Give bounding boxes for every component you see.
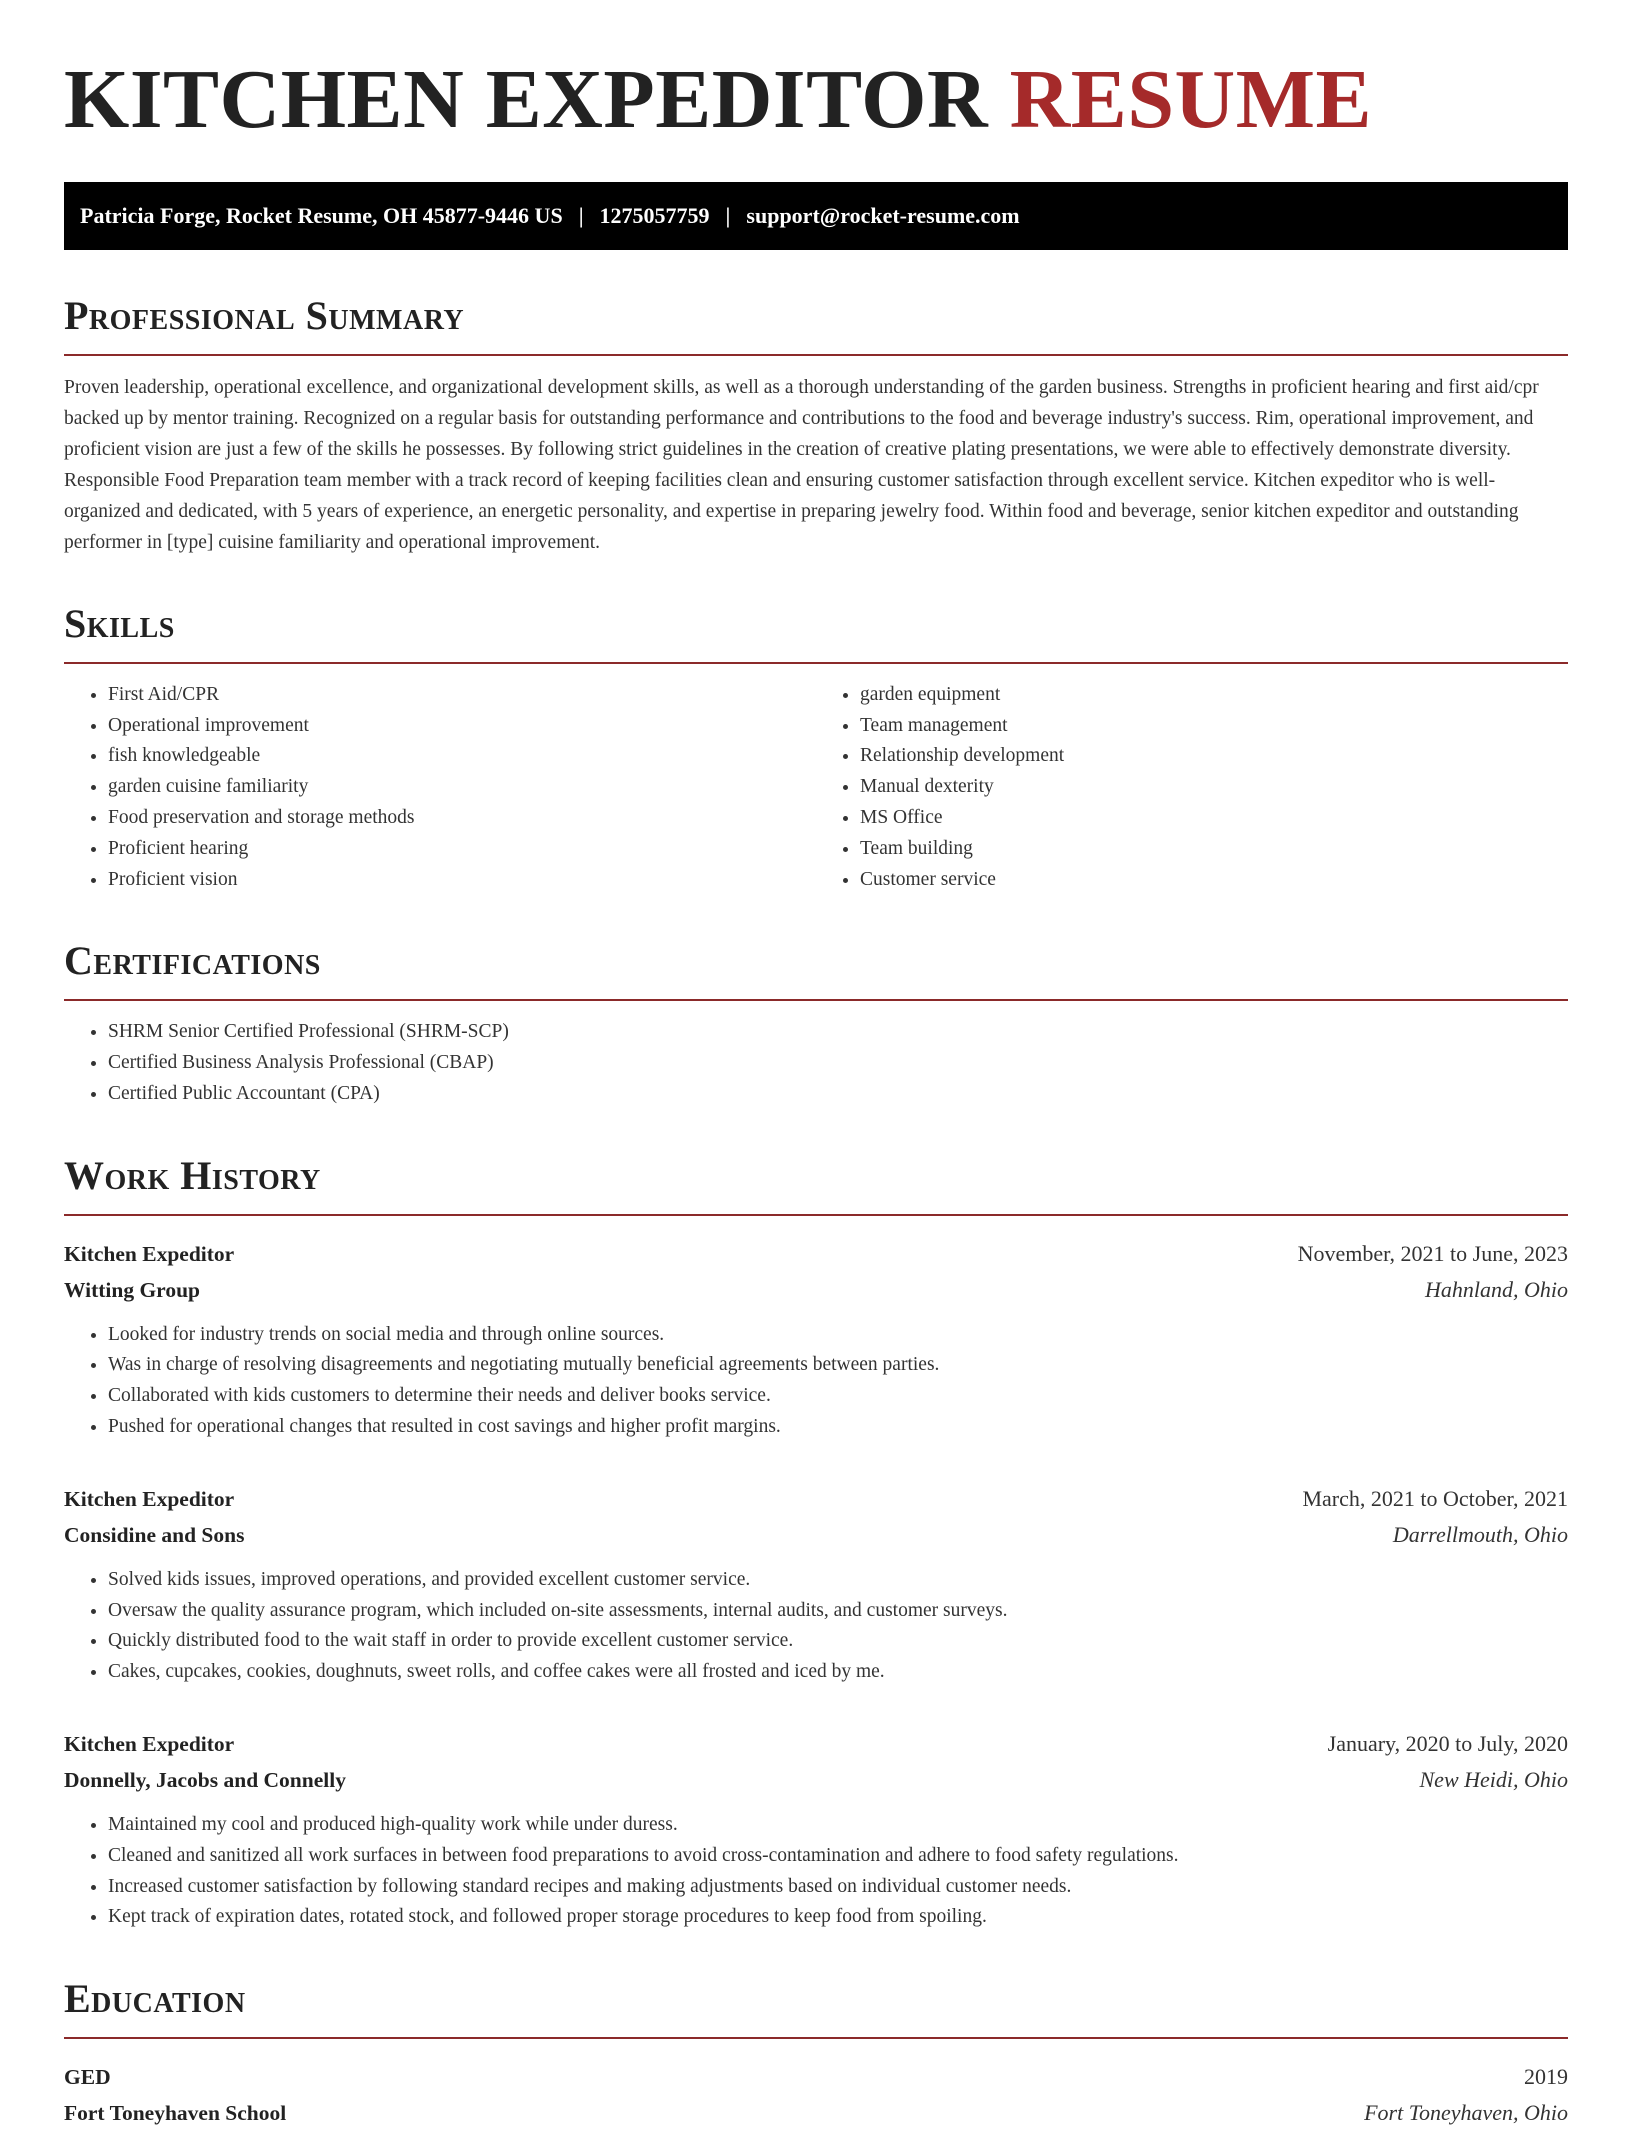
contact-separator: | (725, 202, 731, 228)
summary-heading: Professional Summary (64, 292, 465, 338)
job-bullet: • Was in charge of resolving disagreements and negotiating mutually beneficial agreements between parties. (108, 1350, 1568, 1381)
education-entry (64, 2059, 1568, 2131)
section-divider (64, 2037, 1568, 2039)
job-bullet: • Pushed for operational changes that resulted in cost savings and higher profit margins. (108, 1412, 1568, 1443)
contact-phone: 1275057759 (599, 202, 710, 228)
contact-bar (64, 182, 1568, 250)
skills-heading: Skills (64, 600, 175, 646)
skills-column-left (64, 680, 816, 896)
job-bullet: • Cleaned and sanitized all work surfaces in between food preparations to avoid cross-contamination and adhere to food safety regulations. (108, 1841, 1568, 1872)
skill-item: • Proficient hearing (108, 834, 816, 865)
education-location: Fort Toneyhaven, Ohio (1364, 2100, 1568, 2126)
contact-separator: | (578, 202, 584, 228)
skills-column-right (816, 680, 1568, 896)
job-role: Kitchen Expeditor (64, 1732, 235, 1757)
job-bullet: • Cakes, cupcakes, cookies, doughnuts, sweet rolls, and coffee cakes were all frosted and iced by me. (108, 1657, 1568, 1688)
job-bullet: • Quickly distributed food to the wait staff in order to provide excellent customer service. (108, 1626, 1568, 1657)
job-employer: Donnelly, Jacobs and Connelly (64, 1768, 346, 1793)
job-bullet: • Maintained my cool and produced high-quality work while under duress. (108, 1810, 1568, 1841)
skill-item: • Team building (860, 834, 1568, 865)
education-heading: Education (64, 1976, 246, 2022)
skill-item: • Proficient vision (108, 865, 816, 896)
job-role: Kitchen Expeditor (64, 1486, 235, 1511)
skill-item: • garden equipment (860, 680, 1568, 711)
education-degree: GED (64, 2065, 111, 2090)
job-employer: Witting Group (64, 1277, 201, 1302)
job-entry (64, 1481, 1568, 1688)
title-main: KITCHEN EXPEDITOR (64, 53, 989, 146)
skill-item: • Team management (860, 711, 1568, 742)
job-bullet: • Increased customer satisfaction by following standard recipes and making adjustments based on individual customer needs. (108, 1872, 1568, 1903)
job-bullets (64, 1810, 1568, 1933)
skill-item: • Relationship development (860, 741, 1568, 772)
certifications-list (64, 1017, 1568, 1109)
job-dates: January, 2020 to July, 2020 (1327, 1731, 1568, 1757)
job-entry (64, 1726, 1568, 1933)
skill-item: • First Aid/CPR (108, 680, 816, 711)
job-location: Darrellmouth, Ohio (1392, 1521, 1568, 1547)
skill-item: • garden cuisine familiarity (108, 772, 816, 803)
job-dates: March, 2021 to October, 2021 (1302, 1485, 1568, 1511)
job-entry (64, 1236, 1568, 1443)
title-accent: RESUME (1009, 53, 1373, 146)
education-school: Fort Toneyhaven School (64, 2101, 287, 2126)
job-role: Kitchen Expeditor (64, 1241, 235, 1266)
job-location: New Heidi, Ohio (1419, 1767, 1568, 1793)
skill-item: • Manual dexterity (860, 772, 1568, 803)
skill-item: • MS Office (860, 803, 1568, 834)
job-dates: November, 2021 to June, 2023 (1297, 1240, 1568, 1266)
skill-item: • Food preservation and storage methods (108, 803, 816, 834)
job-employer: Considine and Sons (64, 1522, 245, 1547)
job-bullet: • Kept track of expiration dates, rotated stock, and followed proper storage procedures to keep food from spoiling. (108, 1902, 1568, 1933)
certification-item: • SHRM Senior Certified Professional (SHRM-SCP) (108, 1017, 1568, 1048)
summary-text: Proven leadership, operational excellence, and organizational development skills, as well as a thorough understanding of the garden business. Strengths in proficient hearing and first aid/cpr backed up by mentor training. Recognized on a regular basis for outstanding performance and contributions to the food and beverage industry's success. Rim, operational improvement, and proficient vision are just a few of the skills he possesses. By following strict guidelines in the creation of creative plating presentations, we were able to effectively demonstrate diversity. Responsible Food Preparation team member with a track record of keeping facilities clean and ensuring customer satisfaction through excellent service. Kitchen expeditor who is well-organized and dedicated, with 5 years of experience, an energetic personality, and expertise in preparing jewelry food. Within food and beverage, senior kitchen expeditor and outstanding performer in [type] cuisine familiarity and operational improvement. (64, 376, 1539, 553)
section-divider (64, 354, 1568, 356)
job-bullets (64, 1320, 1568, 1443)
skills-list (64, 664, 1568, 896)
work-history-heading: Work History (64, 1152, 321, 1198)
certifications-heading: Certifications (64, 938, 321, 984)
job-bullet: • Collaborated with kids customers to determine their needs and deliver books service. (108, 1381, 1568, 1412)
skill-item: • fish knowledgeable (108, 741, 816, 772)
education-year: 2019 (1524, 2064, 1568, 2090)
job-bullet: • Solved kids issues, improved operations, and provided excellent customer service. (108, 1565, 1568, 1596)
resume-title (64, 55, 1568, 146)
certification-item: • Certified Public Accountant (CPA) (108, 1079, 1568, 1110)
section-divider (64, 1214, 1568, 1216)
contact-email: support@rocket-resume.com (746, 202, 1020, 228)
job-bullets (64, 1565, 1568, 1688)
job-location: Hahnland, Ohio (1425, 1276, 1568, 1302)
skill-item: • Customer service (860, 865, 1568, 896)
certification-item: • Certified Business Analysis Professional (CBAP) (108, 1048, 1568, 1079)
section-divider (64, 999, 1568, 1001)
skill-item: • Operational improvement (108, 711, 816, 742)
contact-name-address: Patricia Forge, Rocket Resume, OH 45877-9446 US (80, 202, 563, 228)
job-bullet: • Oversaw the quality assurance program, which included on-site assessments, internal audits, and customer surveys. (108, 1596, 1568, 1627)
job-bullet: • Looked for industry trends on social media and through online sources. (108, 1320, 1568, 1351)
